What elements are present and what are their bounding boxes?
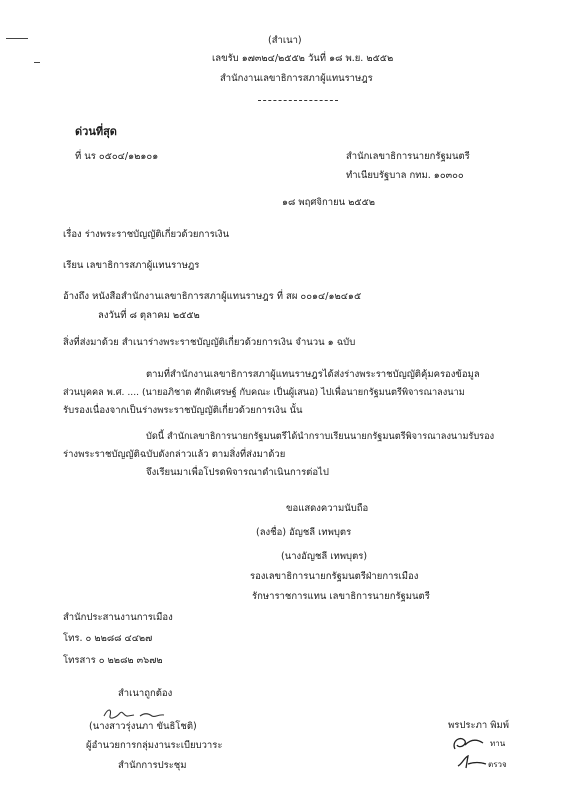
receiving-office: สำนักงานเลขาธิการสภาผู้แทนราษฎร [220,73,373,84]
body-paragraph-1-line-1: ตามที่สำนักงานเลขาธิการสภาผู้แทนราษฎรได้ส่งร่างพระราชบัญญัติคุ้มครองข้อมูล [146,369,480,380]
contact-division: สำนักประสานงานการเมือง [63,612,173,623]
reference-line-2: ลงวันที่ ๘ ตุลาคม ๒๕๕๒ [98,310,200,321]
typed-label: ทาน [490,739,506,748]
closing-regards: ขอแสดงความนับถือ [286,503,369,514]
header-divider [258,100,338,101]
sender-office: สำนักเลขาธิการนายกรัฐมนตรี [346,151,470,162]
page-left-mark [34,62,40,63]
body-paragraph-2-line-2: ร่างพระราชบัญญัติฉบับดังกล่าวแล้ว ตามสิ่งที่ส่งมาด้วย [63,449,286,460]
body-paragraph-2-line-1: บัดนี้ สำนักเลขาธิการนายกรัฐมนตรีได้นำกราบเรียนนายกรัฐมนตรีพิจารณาลงนามรับรอง [146,431,495,442]
urgency-label: ด่วนที่สุด [75,125,117,138]
contact-fax: โทรสาร ๐ ๒๒๘๒ ๓๖๗๒ [63,655,163,666]
contact-phone: โทร. ๐ ๒๒๘๘ ๔๔๒๗ [63,633,153,644]
closing-name: (นางอัญชลี เทพบุตร) [281,551,368,562]
closing-position: รองเลขาธิการนายกรัฐมนตรีฝ่ายการเมือง [250,571,419,582]
recipient-line: เรียน เลขาธิการสภาผู้แทนราษฎร [63,260,200,271]
checker-initials [454,752,490,772]
subject-line: เรื่อง ร่างพระราชบัญญัติเกี่ยวด้วยการเงิน [63,229,230,240]
document-date: ๑๘ พฤศจิกายน ๒๕๕๒ [282,197,376,208]
page-top-mark [6,38,28,39]
enclosure-line: สิ่งที่ส่งมาด้วย สำเนาร่างพระราชบัญญัติเกี่ยวด้วยการเงิน จำนวน ๑ ฉบับ [63,337,356,348]
checked-label: ตรวจ [488,760,507,769]
certification-label: สำเนาถูกต้อง [118,688,173,699]
typist-name: พรประภา พิมพ์ [448,720,510,731]
doc-number: ที่ นร ๐๕๐๔/๑๒๑๐๑ [75,151,159,162]
receipt-line: เลขรับ ๑๗๓๒๔/๒๕๕๒ วันที่ ๑๘ พ.ย. ๒๕๕๒ [212,53,394,64]
reference-line-1: อ้างถึง หนังสือสำนักงานเลขาธิการสภาผู้แทนราษฎร ที่ สผ ๐๐๑๔/๑๒๔๑๕ [63,291,362,302]
body-paragraph-1-line-2: ส่วนบุคคล พ.ศ. .... (นายอภิชาต ศักดิเศรษฐ์ กับคณะ เป็นผู้เสนอ) ไปเพื่อนายกรัฐมนตรีพิจารณาลงนาม [63,387,465,398]
body-paragraph-3: จึงเรียนมาเพื่อโปรดพิจารณาดำเนินการต่อไป [146,467,329,478]
certifier-title: ผู้อำนวยการกลุ่มงานระเบียบวาระ [86,740,223,751]
closing-signed: (ลงชื่อ) อัญชลี เทพบุตร [256,527,352,538]
certifier-office: สำนักการประชุม [118,760,187,771]
body-paragraph-1-line-3: รับรองเนื่องจากเป็นร่างพระราชบัญญัติเกี่ยวด้วยการเงิน นั้น [63,405,303,416]
closing-acting: รักษาราชการแทน เลขาธิการนายกรัฐมนตรี [252,591,430,602]
certifier-name: (นางสาวรุ่งนภา ขันธิโชติ) [89,721,197,732]
sender-address: ทำเนียบรัฐบาล กทม. ๑๐๓๐๐ [346,170,464,181]
copy-mark: (สำเนา) [268,35,302,46]
